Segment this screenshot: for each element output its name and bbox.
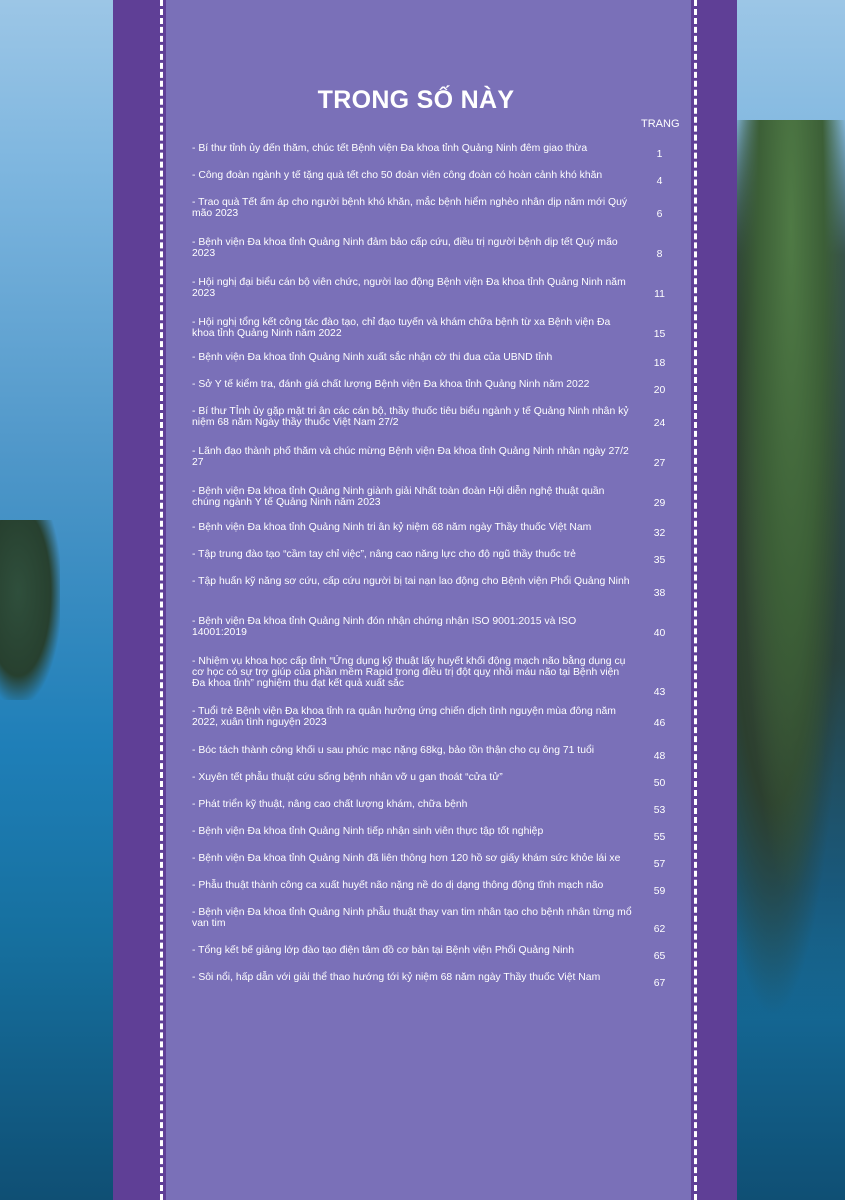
toc-entry-title: - Sở Y tế kiểm tra, đánh giá chất lượng Bệnh viện Đa khoa tỉnh Quảng Ninh năm 2022 bbox=[192, 379, 590, 390]
toc-entry[interactable] bbox=[192, 945, 687, 962]
table-of-contents bbox=[192, 0, 687, 1200]
toc-entry-page: 1 bbox=[656, 149, 663, 160]
toc-entry-title: - Trao quà Tết ấm áp cho người bệnh khó khăn, mắc bệnh hiểm nghèo nhân dịp năm mới Quý mão 2023 bbox=[192, 197, 628, 219]
toc-entry-page: 48 bbox=[653, 751, 666, 762]
toc-entry-page: 32 bbox=[653, 528, 666, 539]
toc-entry-page: 57 bbox=[653, 859, 666, 870]
toc-entry-title: - Bệnh viện Đa khoa tỉnh Quảng Ninh tiếp nhận sinh viên thực tập tốt nghiệp bbox=[192, 826, 544, 837]
toc-entry[interactable] bbox=[192, 656, 687, 698]
toc-entry[interactable] bbox=[192, 446, 687, 468]
toc-entry-title: - Tập huấn kỹ năng sơ cứu, cấp cứu người bị tai nạn lao động cho Bệnh viện Phổi Quảng Ninh bbox=[192, 576, 630, 587]
toc-entry-page: 38 bbox=[653, 588, 666, 599]
toc-entry[interactable] bbox=[192, 170, 687, 187]
toc-entry[interactable] bbox=[192, 799, 687, 816]
toc-entry-title: - Phẫu thuật thành công ca xuất huyết não nặng nề do dị dạng thông động tĩnh mạch não bbox=[192, 880, 604, 891]
toc-entry-page: 29 bbox=[653, 498, 666, 509]
toc-entry-title: - Bệnh viện Đa khoa tỉnh Quảng Ninh tri ân kỷ niệm 68 năm ngày Thầy thuốc Việt Nam bbox=[192, 522, 592, 533]
toc-entry-page: 11 bbox=[654, 289, 665, 300]
toc-entry[interactable] bbox=[192, 522, 687, 539]
toc-entry[interactable] bbox=[192, 406, 687, 428]
toc-entry-title: - Bí thư TỈnh ủy gặp mặt tri ân các cán bộ, thầy thuốc tiêu biểu ngành y tế Quảng Ninh nhân kỷ niệm 68 năm Ngày thầy thuốc Việt Nam 27/2 bbox=[192, 406, 629, 428]
toc-entry[interactable] bbox=[192, 907, 687, 935]
toc-entry-page: 4 bbox=[656, 176, 663, 187]
toc-entry-title: - Bệnh viện Đa khoa tỉnh Quảng Ninh đón nhận chứng nhận ISO 9001:2015 và ISO 14001:2019 bbox=[192, 616, 577, 638]
toc-entry-page: 59 bbox=[653, 886, 666, 897]
toc-entry-title: - Lãnh đạo thành phố thăm và chúc mừng Bệnh viện Đa khoa tỉnh Quảng Ninh nhân ngày 27/2 27 bbox=[192, 446, 629, 468]
toc-entry-title: - Bệnh viện Đa khoa tỉnh Quảng Ninh giành giải Nhất toàn đoàn Hội diễn nghệ thuật quần chúng ngành Y tế Quảng Ninh năm 2023 bbox=[192, 486, 605, 508]
toc-entry-page: 65 bbox=[653, 951, 666, 962]
cliff-right-decoration bbox=[725, 120, 845, 1020]
toc-entry[interactable] bbox=[192, 277, 687, 299]
toc-entry[interactable] bbox=[192, 772, 687, 789]
toc-entry[interactable] bbox=[192, 486, 687, 508]
toc-entry-title: - Bệnh viện Đa khoa tỉnh Quảng Ninh đã liên thông hơn 120 hồ sơ giấy khám sức khỏe lái xe bbox=[192, 853, 621, 864]
toc-entry-title: - Tổng kết bế giảng lớp đào tạo điện tâm đồ cơ bản tại Bệnh viện Phổi Quảng Ninh bbox=[192, 945, 574, 956]
toc-entry-page: 18 bbox=[653, 358, 666, 369]
toc-entry-page: 40 bbox=[653, 628, 666, 639]
toc-entry-title: - Bệnh viện Đa khoa tỉnh Quảng Ninh phẫu thuật thay van tim nhân tạo cho bệnh nhân từng mổ van tim bbox=[192, 907, 632, 929]
toc-entry[interactable] bbox=[192, 352, 687, 369]
toc-entry-title: - Công đoàn ngành y tế tặng quà tết cho 50 đoàn viên công đoàn có hoàn cảnh khó khăn bbox=[192, 170, 603, 181]
toc-entry-page: 62 bbox=[653, 924, 666, 935]
toc-entry-page: 8 bbox=[656, 249, 663, 260]
toc-entry[interactable] bbox=[192, 745, 687, 762]
page-title: TRONG SỐ NÀY bbox=[317, 86, 515, 114]
stitch-line-right bbox=[694, 0, 697, 1200]
toc-entry-page: 55 bbox=[653, 832, 666, 843]
toc-entry[interactable] bbox=[192, 853, 687, 870]
toc-entry-page: 20 bbox=[653, 385, 666, 396]
toc-entry-title: - Sôi nổi, hấp dẫn với giải thể thao hướng tới kỷ niệm 68 năm ngày Thầy thuốc Việt Nam bbox=[192, 972, 601, 983]
toc-entry-page: 24 bbox=[653, 418, 666, 429]
toc-entry-page: 6 bbox=[656, 209, 663, 220]
toc-entry[interactable] bbox=[192, 237, 687, 259]
toc-entry[interactable] bbox=[192, 706, 687, 728]
toc-entry-title: - Nhiệm vụ khoa học cấp tỉnh “Ứng dụng kỹ thuật lấy huyết khối động mạch não bằng dụng cụ cơ học có sự trợ giúp của phần mềm Rapid trong điều trị đột quỵ nhồi máu não tại Bệnh viện Đa khoa tỉnh” nghiệm thu đạt kết quả xuất sắc bbox=[192, 656, 626, 689]
toc-entry[interactable] bbox=[192, 616, 687, 638]
toc-entry-page: 15 bbox=[653, 329, 666, 340]
toc-entry-page: 67 bbox=[653, 978, 666, 989]
toc-entry-title: - Hội nghị tổng kết công tác đào tạo, chỉ đạo tuyến và khám chữa bệnh từ xa Bệnh viện Đa khoa tỉnh Quảng Ninh năm 2022 bbox=[192, 317, 611, 339]
toc-entry-title: - Bệnh viện Đa khoa tỉnh Quảng Ninh xuất sắc nhận cờ thi đua của UBND tỉnh bbox=[192, 352, 553, 363]
toc-entry-title: - Tuổi trẻ Bệnh viện Đa khoa tỉnh ra quân hưởng ứng chiến dịch tình nguyện mùa đông năm 2022, xuân tình nguyện 2023 bbox=[192, 706, 616, 728]
toc-entry-page: 46 bbox=[653, 718, 666, 729]
toc-entry-title: - Bóc tách thành công khối u sau phúc mạc nặng 68kg, bảo tồn thận cho cụ ông 71 tuổi bbox=[192, 745, 595, 756]
toc-entry-title: - Hội nghị đại biểu cán bộ viên chức, người lao động Bệnh viện Đa khoa tỉnh Quảng Ninh năm 2023 bbox=[192, 277, 626, 299]
cliff-left-decoration bbox=[0, 520, 60, 700]
toc-entry[interactable] bbox=[192, 972, 687, 989]
toc-entry[interactable] bbox=[192, 197, 687, 219]
toc-entry-page: 50 bbox=[653, 778, 666, 789]
toc-entry-page: 35 bbox=[653, 555, 666, 566]
toc-entry-page: 43 bbox=[653, 687, 666, 698]
toc-entry-title: - Bệnh viện Đa khoa tỉnh Quảng Ninh đảm bảo cấp cứu, điều trị người bệnh dịp tết Quý mão 2023 bbox=[192, 237, 618, 259]
toc-entry[interactable] bbox=[192, 576, 687, 599]
toc-entry[interactable] bbox=[192, 143, 687, 160]
toc-entry-page: 27 bbox=[653, 458, 666, 469]
toc-entry[interactable] bbox=[192, 549, 687, 566]
toc-entry[interactable] bbox=[192, 826, 687, 843]
toc-entry[interactable] bbox=[192, 317, 687, 339]
toc-entry[interactable] bbox=[192, 379, 687, 396]
toc-entry[interactable] bbox=[192, 880, 687, 897]
toc-entry-title: - Xuyên tết phẫu thuật cứu sống bệnh nhân vỡ u gan thoát “cửa tử” bbox=[192, 772, 503, 783]
toc-entry-page: 53 bbox=[653, 805, 666, 816]
page-column-header: TRANG bbox=[641, 118, 680, 130]
stitch-line-left bbox=[160, 0, 163, 1200]
toc-entry-title: - Phát triển kỹ thuật, nâng cao chất lượng khám, chữa bệnh bbox=[192, 799, 468, 810]
toc-entry-title: - Bí thư tỉnh ủy đến thăm, chúc tết Bệnh viện Đa khoa tỉnh Quảng Ninh đêm giao thừa bbox=[192, 143, 588, 154]
toc-entry-title: - Tập trung đào tạo “cầm tay chỉ việc”, nâng cao năng lực cho độ ngũ thầy thuốc trẻ bbox=[192, 549, 576, 560]
